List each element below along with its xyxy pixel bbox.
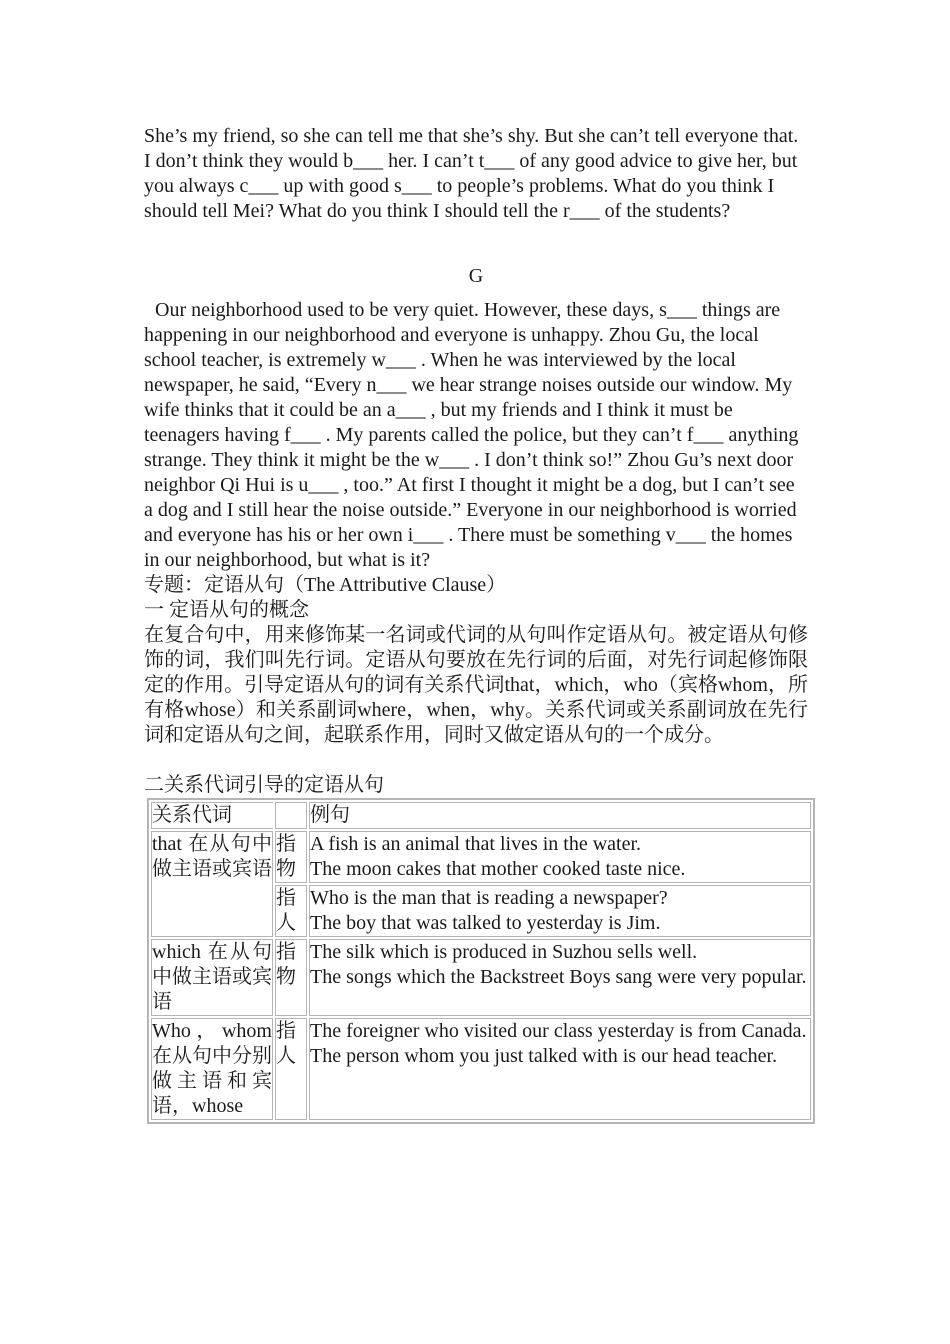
example-sentence: The foreigner who visited our class yesterday is from Canada. xyxy=(310,1020,807,1042)
example-sentence: A fish is an animal that lives in the water. xyxy=(310,833,642,855)
section1-heading: 一 定语从句的概念 xyxy=(144,599,309,621)
table-row xyxy=(151,939,811,1016)
example-sentence: The silk which is produced in Suzhou sells well. xyxy=(310,941,698,963)
section-g-passage: Our neighborhood used to be very quiet. However, these days, s___ things are happening in our neighborhood and everyone is unhappy. Zhou Gu, the local school teacher, is extremely w___ . When he was interviewed by the local newspaper, he said, “Every n___ we hear strange noises outside our window. My wife thinks that it could be an a___ , but my friends and I think it must be teenagers having f___ . My parents called the police, but they can’t f___ anything strange. They think it might be the w___ . I don’t think so!” Zhou Gu’s next door neighbor Qi Hui is u___ , too.” At first I thought it might be a dog, but I can’t see a dog and I still hear the noise outside.” Everyone in our neighborhood is worried and everyone has his or her own i___ . There must be something v___ the homes in our neighborhood, but what is it? xyxy=(144,299,799,571)
header-empty xyxy=(275,802,307,829)
pronoun-cell: Who，whom在从句中分别做主语和宾语，whose xyxy=(151,1018,273,1120)
example-sentence: The moon cakes that mother cooked taste nice. xyxy=(310,858,686,880)
section1-text: 在复合句中，用来修饰某一名词或代词的从句叫作定语从句。被定语从句修饰的词，我们叫先行词。定语从句要放在先行词的后面，对先行词起修饰限定的作用。引导定语从句的词有关系代词that，which，who（宾格whom，所有格whose）和关系副词where，when，why。关系代词或关系副词放在先行词和定语从句之间，起联系作用，同时又做定语从句的一个成分。 xyxy=(144,624,808,746)
example-sentence: The boy that was talked to yesterday is Jim. xyxy=(310,912,661,934)
example-cell xyxy=(309,885,811,937)
example-sentence: The person whom you just talked with is our head teacher. xyxy=(310,1045,778,1067)
table-row xyxy=(151,1018,811,1120)
document-page xyxy=(144,124,808,1124)
pronoun-cell: that 在从句中做主语或宾语 xyxy=(151,831,273,937)
refers-cell: 指人 xyxy=(275,885,307,937)
section2-heading: 二关系代词引导的定语从句 xyxy=(144,774,384,796)
passage-f-ending: She’s my friend, so she can tell me that she’s shy. But she can’t tell everyone that. I don’t think they would b___ her. I can’t t___ of any good advice to give her, but you always c___ up with good s___ to people’s problems. What do you think I should tell Mei? What do you think I should tell the r___ of the students? xyxy=(144,125,799,222)
example-cell xyxy=(309,1018,811,1120)
example-sentence: Who is the man that is reading a newspaper? xyxy=(310,887,668,909)
refers-cell: 指物 xyxy=(275,831,307,883)
refers-cell: 指物 xyxy=(275,939,307,1016)
pronoun-cell: which 在从句中做主语或宾语 xyxy=(151,939,273,1016)
spacer xyxy=(144,748,808,773)
table-header-row xyxy=(151,802,811,829)
example-cell xyxy=(309,831,811,883)
header-pronoun: 关系代词 xyxy=(151,802,273,829)
relative-pronoun-table xyxy=(147,798,815,1124)
topic-title: 专题：定语从句（The Attributive Clause） xyxy=(144,574,507,596)
example-cell xyxy=(309,939,811,1016)
refers-cell: 指人 xyxy=(275,1018,307,1120)
section-g-heading: G xyxy=(468,265,484,287)
example-sentence: The songs which the Backstreet Boys sang were very popular. xyxy=(310,966,807,988)
table-row xyxy=(151,831,811,883)
header-example: 例句 xyxy=(309,802,811,829)
